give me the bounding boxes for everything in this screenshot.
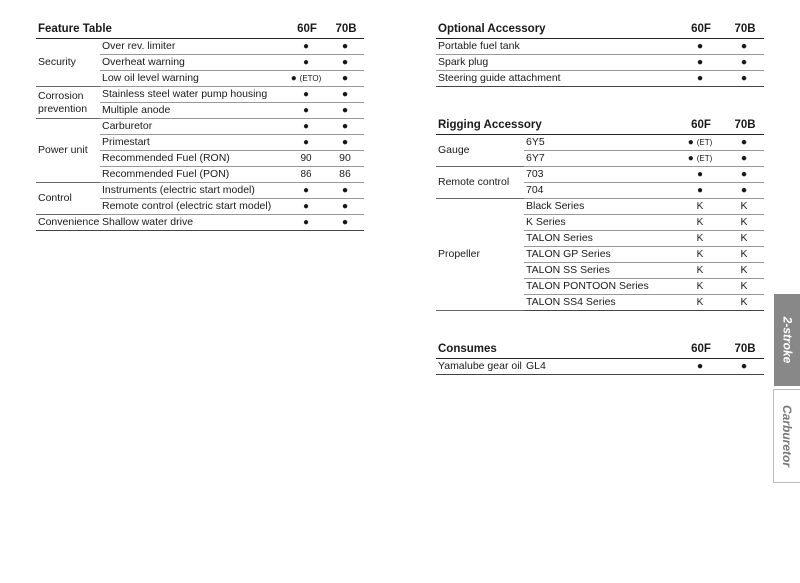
cell-60f [676,247,724,263]
cell-60f [286,167,326,183]
optional-accessory-body [436,39,764,87]
cell-60f-value: ● [302,137,310,148]
table-row [436,167,764,183]
group-label: Security [36,39,100,87]
tab-carburetor-label: Carburetor [780,404,795,468]
table-row [36,215,364,231]
cell-70b: ● [724,151,764,167]
tab-2-stroke-label: 2-stroke [780,316,794,364]
consumes-header [436,341,764,359]
cell-60f-value: ● [302,57,310,68]
feature-table-header [36,21,364,39]
cell-70b: ● [326,71,364,87]
cell-60f [676,199,724,215]
row-item: Over rev. limiter [100,39,286,55]
cell-60f-value: ● [696,185,704,196]
cell-70b: K [724,263,764,279]
cell-70b: ● [326,215,364,231]
optional-accessory-title: Optional Accessory [436,21,676,39]
feature-table-body [36,39,364,231]
cell-60f [286,103,326,119]
cell-60f-value: ● [302,185,310,196]
optional-accessory-header [436,21,764,39]
rigging-accessory-header [436,117,764,135]
cell-60f: ● [676,71,724,87]
cell-60f [286,215,326,231]
group-label: Control [36,183,100,215]
table-row [436,199,764,215]
cell-70b: ● [724,55,764,71]
cell-60f: ● [676,359,724,375]
cell-60f-value: ● [302,105,310,116]
feature-table-title: Feature Table [36,21,286,39]
consumes-title: Consumes [436,341,676,359]
cell-70b: ● [326,39,364,55]
cell-70b: K [724,231,764,247]
row-item: K Series [524,215,676,231]
table-row [436,359,764,375]
group-label: Convenience [36,215,100,231]
cell-60f [286,151,326,167]
cell-60f-value: ● [302,121,310,132]
cell-60f [676,167,724,183]
cell-60f [286,71,326,87]
table-row [436,39,764,55]
cell-60f [676,263,724,279]
row-item: 6Y7 [524,151,676,167]
cell-60f-value: ● [687,137,694,148]
cell-70b: K [724,247,764,263]
group-label: Propeller [436,199,524,311]
table-row [36,87,364,103]
cell-60f: ● [676,55,724,71]
table-row [436,135,764,151]
cell-60f-value: ● [302,217,310,228]
cell-70b: ● [724,71,764,87]
cell-60f [676,151,724,167]
cell-70b: ● [326,199,364,215]
group-label: Gauge [436,135,524,167]
row-item: Recommended Fuel (PON) [100,167,286,183]
row-item: Low oil level warning [100,71,286,87]
consumes-table [436,341,764,375]
col-70b-header: 70B [724,21,764,39]
cell-60f [286,87,326,103]
row-item: Remote control (electric start model) [100,199,286,215]
rigging-accessory-title: Rigging Accessory [436,117,676,135]
table-row [36,39,364,55]
cell-60f [286,183,326,199]
cell-60f-value: K [696,233,704,244]
cell-60f: ● [676,39,724,55]
row-item: Spark plug [436,55,676,71]
table-row [36,119,364,135]
cell-70b: 90 [326,151,364,167]
row-item: TALON GP Series [524,247,676,263]
cell-60f-value: ● [302,89,310,100]
cell-60f-value: ● [302,41,310,52]
group-label: Yamalube gear oil [436,359,524,375]
cell-60f-note: (ET) [696,138,713,147]
row-item: Stainless steel water pump housing [100,87,286,103]
row-item: GL4 [524,359,676,375]
row-item: TALON SS4 Series [524,295,676,311]
cell-60f [286,39,326,55]
cell-60f-note: (ET) [696,154,713,163]
row-item: 703 [524,167,676,183]
row-item: Steering guide attachment [436,71,676,87]
cell-70b: 86 [326,167,364,183]
rigging-accessory-body [436,135,764,311]
cell-60f-value: K [696,249,704,260]
cell-60f [286,55,326,71]
row-item: 704 [524,183,676,199]
row-item: Instruments (electric start model) [100,183,286,199]
cell-70b: K [724,215,764,231]
feature-table [36,21,364,231]
row-item: Multiple anode [100,103,286,119]
col-70b-header: 70B [724,117,764,135]
col-60f-header: 60F [676,341,724,359]
cell-70b: K [724,199,764,215]
cell-60f [676,135,724,151]
row-item: 6Y5 [524,135,676,151]
cell-60f [676,279,724,295]
cell-60f-value: ● [687,153,694,164]
row-item: Carburetor [100,119,286,135]
group-label: Corrosion prevention [36,87,100,119]
cell-60f [676,295,724,311]
cell-60f [676,215,724,231]
cell-60f-value: ● [302,201,310,212]
row-item: TALON SS Series [524,263,676,279]
cell-70b: ● [724,135,764,151]
cell-70b: ● [326,87,364,103]
cell-60f-value: 86 [300,169,312,180]
cell-60f-value: ● [290,73,297,84]
cell-60f-value: ● [696,169,704,180]
cell-60f-value: K [696,201,704,212]
table-row [436,71,764,87]
row-item: Recommended Fuel (RON) [100,151,286,167]
row-item: Primestart [100,135,286,151]
cell-70b: ● [724,359,764,375]
cell-70b: ● [326,103,364,119]
cell-60f-value: 90 [300,153,312,164]
col-60f-header: 60F [676,117,724,135]
cell-60f [676,231,724,247]
cell-60f-value: K [696,281,704,292]
cell-70b: ● [326,183,364,199]
tab-carburetor[interactable] [773,389,800,483]
row-item: Portable fuel tank [436,39,676,55]
row-item: TALON Series [524,231,676,247]
col-70b-header: 70B [724,341,764,359]
cell-60f [286,199,326,215]
cell-70b: ● [724,39,764,55]
optional-accessory-table [436,21,764,87]
cell-70b: K [724,279,764,295]
consumes-body [436,359,764,375]
col-70b-header: 70B [326,21,364,39]
row-item: Black Series [524,199,676,215]
rigging-accessory-table [436,117,764,311]
cell-60f [286,135,326,151]
group-label: Remote control [436,167,524,199]
row-item: Shallow water drive [100,215,286,231]
cell-60f-note: (ETO) [299,74,322,83]
cell-70b: ● [724,167,764,183]
cell-60f [676,183,724,199]
table-row [36,183,364,199]
row-item: TALON PONTOON Series [524,279,676,295]
cell-70b: ● [326,55,364,71]
cell-60f-value: K [696,297,704,308]
cell-70b: K [724,295,764,311]
cell-70b: ● [326,119,364,135]
cell-60f-value: K [696,217,704,228]
group-label: Power unit [36,119,100,183]
col-60f-header: 60F [676,21,724,39]
tab-2-stroke[interactable] [774,294,800,386]
cell-70b: ● [326,135,364,151]
cell-60f [286,119,326,135]
cell-70b: ● [724,183,764,199]
row-item: Overheat warning [100,55,286,71]
table-row [436,55,764,71]
col-60f-header: 60F [286,21,326,39]
cell-60f-value: K [696,265,704,276]
